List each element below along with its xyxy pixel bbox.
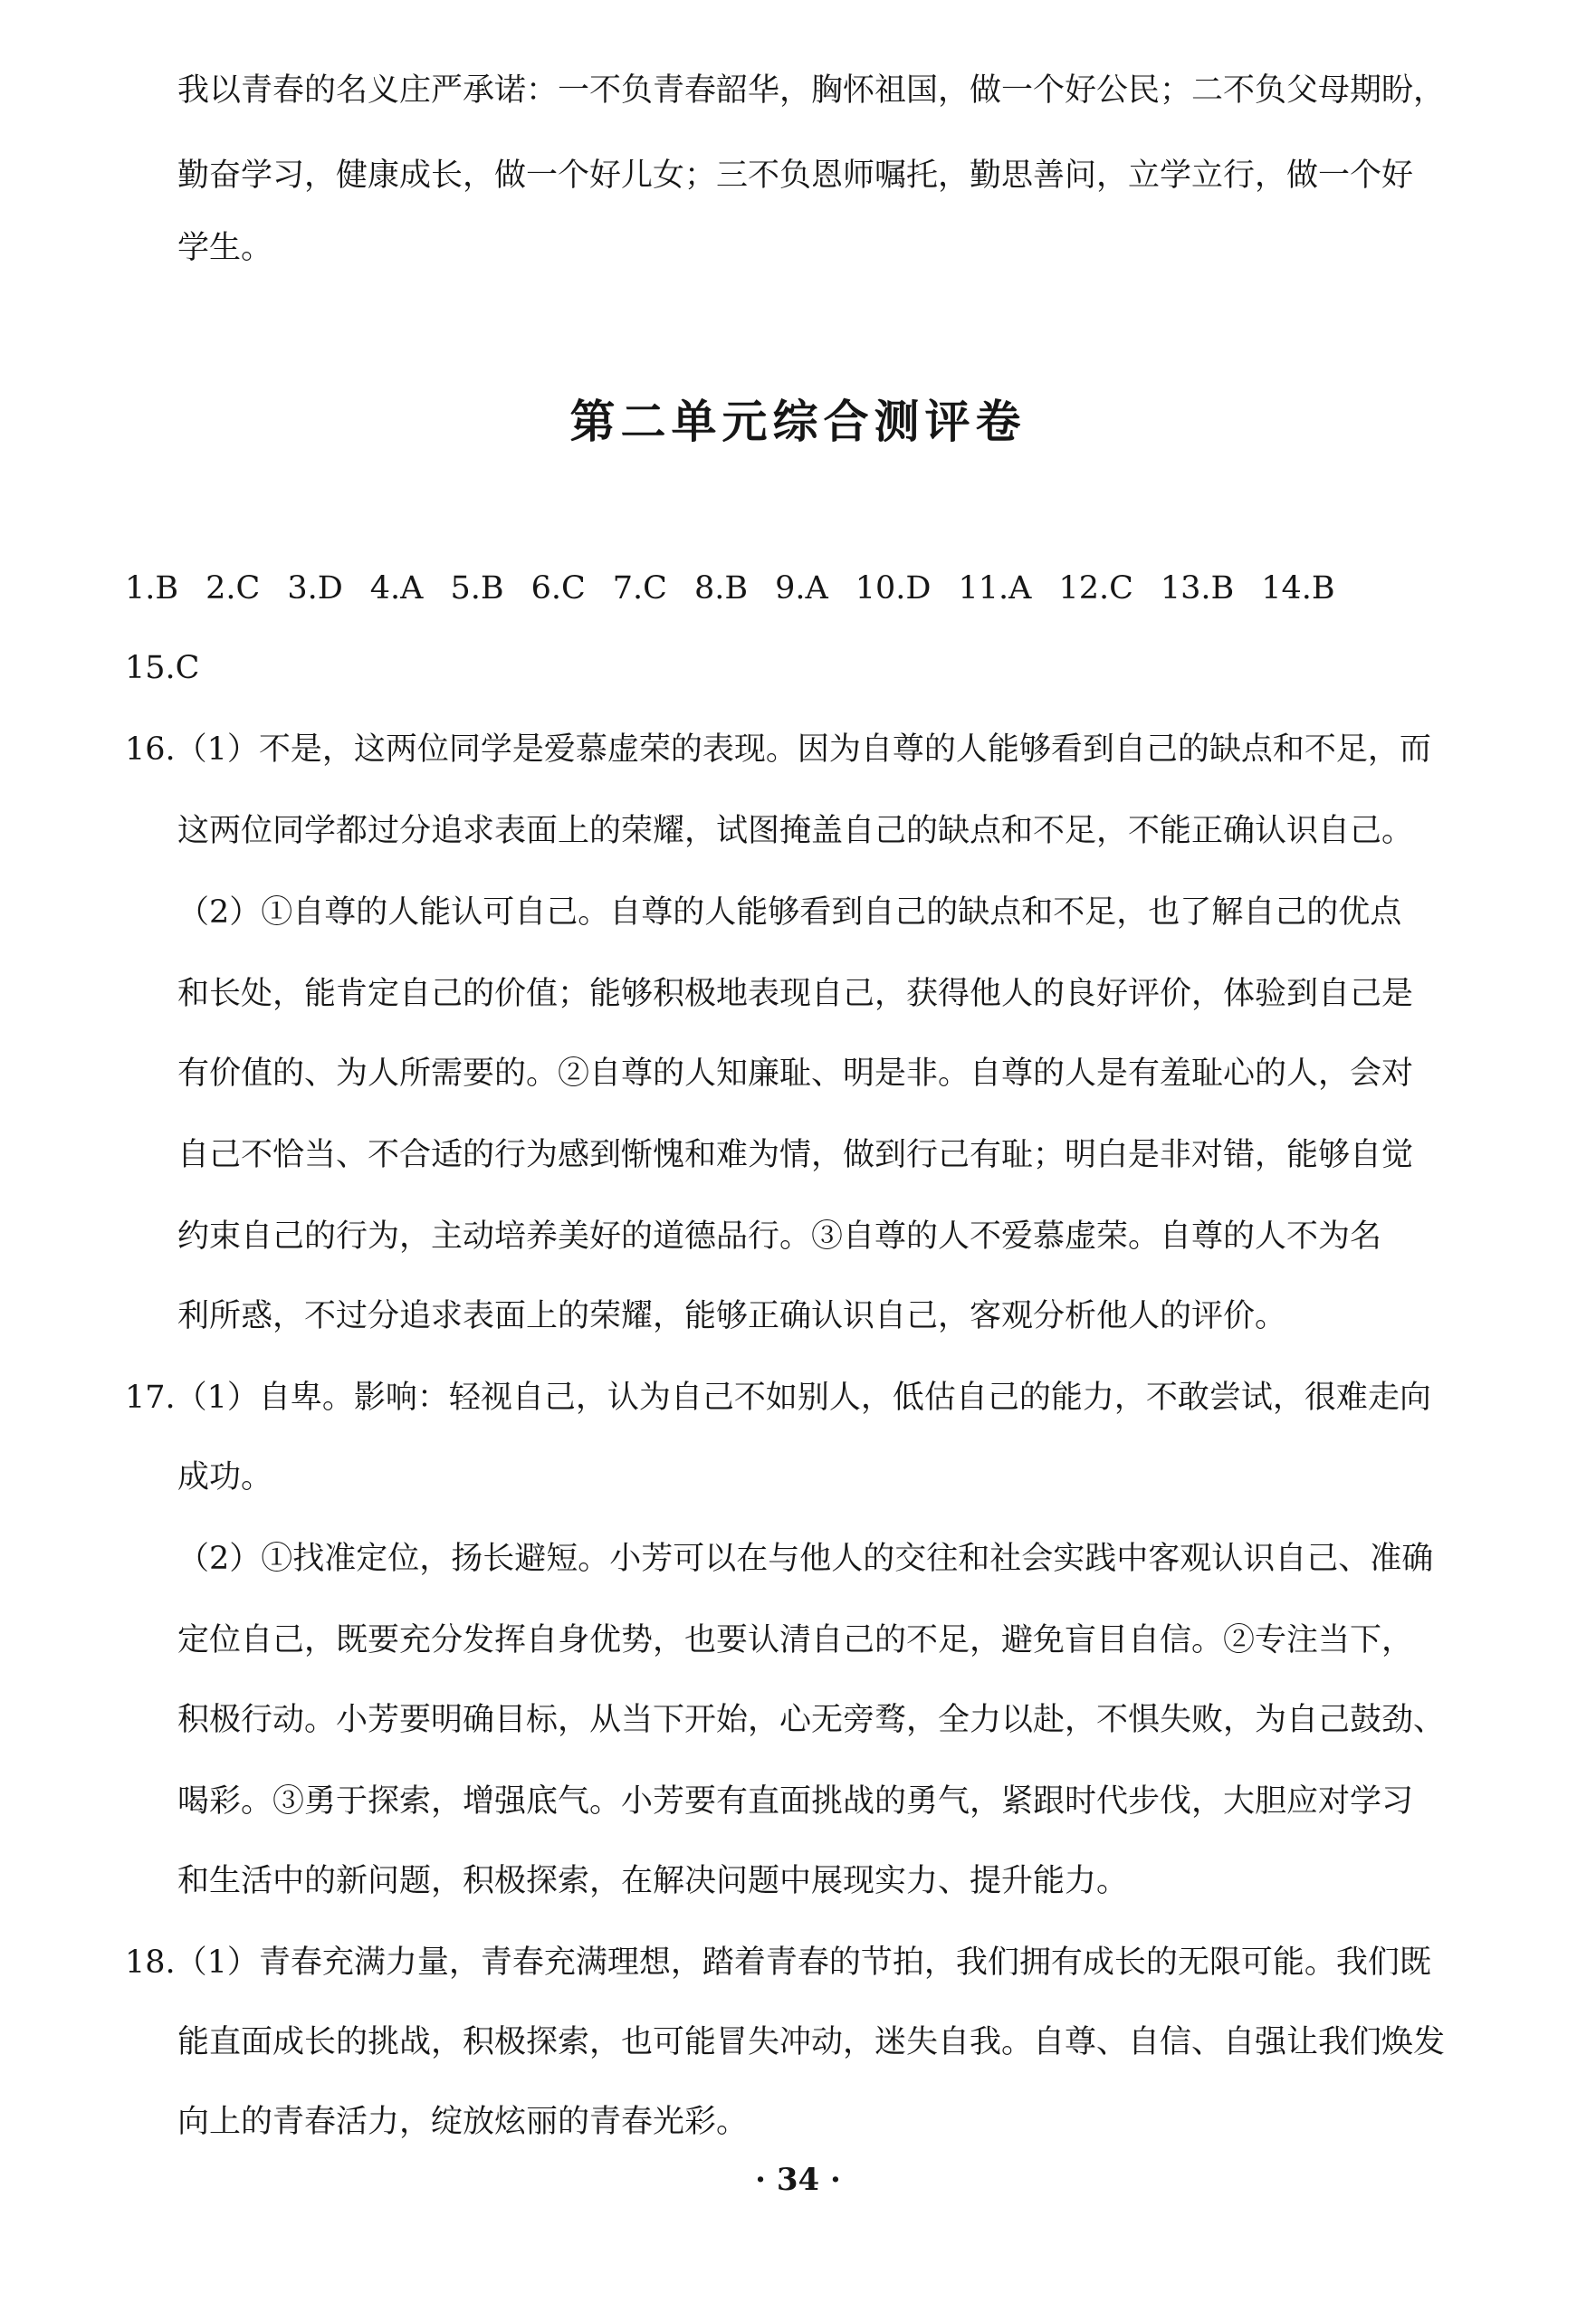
answer-item: 9.A bbox=[775, 570, 828, 607]
q18-line-3: 向上的青春活力，绽放炫丽的青春光彩。 bbox=[177, 2104, 749, 2140]
answer-item: 13.B bbox=[1160, 570, 1235, 607]
q17-line-3: （2）①找准定位，扬长避短。小芳可以在与他人的交往和社会实践中客观认识自己、准确 bbox=[177, 1541, 1434, 1577]
answer-item: 14.B bbox=[1261, 570, 1335, 607]
q16-line-7: 约束自己的行为，主动培养美好的道德品行。③自尊的人不爱慕虚荣。自尊的人不为名 bbox=[177, 1218, 1382, 1255]
q17-line-4: 定位自己，既要充分发挥自身优势，也要认清自己的不足，避免盲目自信。②专注当下， bbox=[177, 1622, 1414, 1658]
q18-line-2: 能直面成长的挑战，积极探索，也可能冒失冲动，迷失自我。自尊、自信、自强让我们焕发 bbox=[177, 2024, 1446, 2060]
answer-item: 2.C bbox=[205, 570, 261, 607]
answer-item: 10.D bbox=[855, 570, 932, 607]
section-title: 第二单元综合测评卷 bbox=[569, 396, 1027, 448]
answer-item: 11.A bbox=[958, 570, 1032, 607]
answer-item: 3.D bbox=[287, 570, 343, 607]
q16-line-5: 有价值的、为人所需要的。②自尊的人知廉耻、明是非。自尊的人是有羞耻心的人，会对 bbox=[177, 1056, 1414, 1092]
q18-line-1: 18.（1）青春充满力量，青春充满理想，踏着青春的节拍，我们拥有成长的无限可能。我们既 bbox=[125, 1945, 1431, 1981]
q16-line-6: 自己不恰当、不合适的行为感到惭愧和难为情，做到行己有耻；明白是非对错，能够自觉 bbox=[177, 1137, 1414, 1173]
page-number: · 34 · bbox=[755, 2162, 841, 2198]
q17-line-6: 喝彩。③勇于探索，增强底气。小芳要有直面挑战的勇气，紧跟时代步伐，大胆应对学习 bbox=[177, 1783, 1414, 1820]
q16-line-2: 这两位同学都过分追求表面上的荣耀，试图掩盖自己的缺点和不足，不能正确认识自己。 bbox=[177, 813, 1414, 849]
answer-item: 1.B bbox=[125, 570, 179, 607]
answer-item: 12.C bbox=[1058, 570, 1133, 607]
q17-line-2: 成功。 bbox=[177, 1459, 273, 1495]
q17-line-5: 积极行动。小芳要明确目标，从当下开始，心无旁骛，全力以赴，不惧失败，为自己鼓劲、 bbox=[177, 1702, 1446, 1738]
q17-line-7: 和生活中的新问题，积极探索，在解决问题中展现实力、提升能力。 bbox=[177, 1863, 1129, 1899]
intro-line-3: 学生。 bbox=[177, 230, 273, 266]
answer-item: 6.C bbox=[530, 570, 586, 607]
answer-key-row-2: 15.C bbox=[125, 650, 200, 686]
q16-line-4: 和长处，能肯定自己的价值；能够积极地表现自己，获得他人的良好评价，体验到自己是 bbox=[177, 976, 1414, 1012]
answer-key-row-1 bbox=[125, 569, 1362, 608]
intro-line-1: 我以青春的名义庄严承诺：一不负青春韶华，胸怀祖国，做一个好公民；二不负父母期盼， bbox=[177, 72, 1446, 109]
answer-item: 7.C bbox=[612, 570, 667, 607]
q17-line-1: 17.（1）自卑。影响：轻视自己，认为自己不如别人，低估自己的能力，不敢尝试，很难走向 bbox=[125, 1380, 1431, 1416]
answer-item: 8.B bbox=[693, 570, 749, 607]
intro-line-2: 勤奋学习，健康成长，做一个好儿女；三不负恩师嘱托，勤思善问，立学立行，做一个好 bbox=[177, 158, 1414, 194]
q16-line-8: 利所惑，不过分追求表面上的荣耀，能够正确认识自己，客观分析他人的评价。 bbox=[177, 1298, 1287, 1334]
q16-line-1: 16.（1）不是，这两位同学是爱慕虚荣的表现。因为自尊的人能够看到自己的缺点和不足，而 bbox=[125, 731, 1431, 768]
q16-line-3: （2）①自尊的人能认可自己。自尊的人能够看到自己的缺点和不足，也了解自己的优点 bbox=[177, 894, 1402, 931]
answer-item: 4.A bbox=[369, 570, 424, 607]
answer-item: 5.B bbox=[450, 570, 504, 607]
